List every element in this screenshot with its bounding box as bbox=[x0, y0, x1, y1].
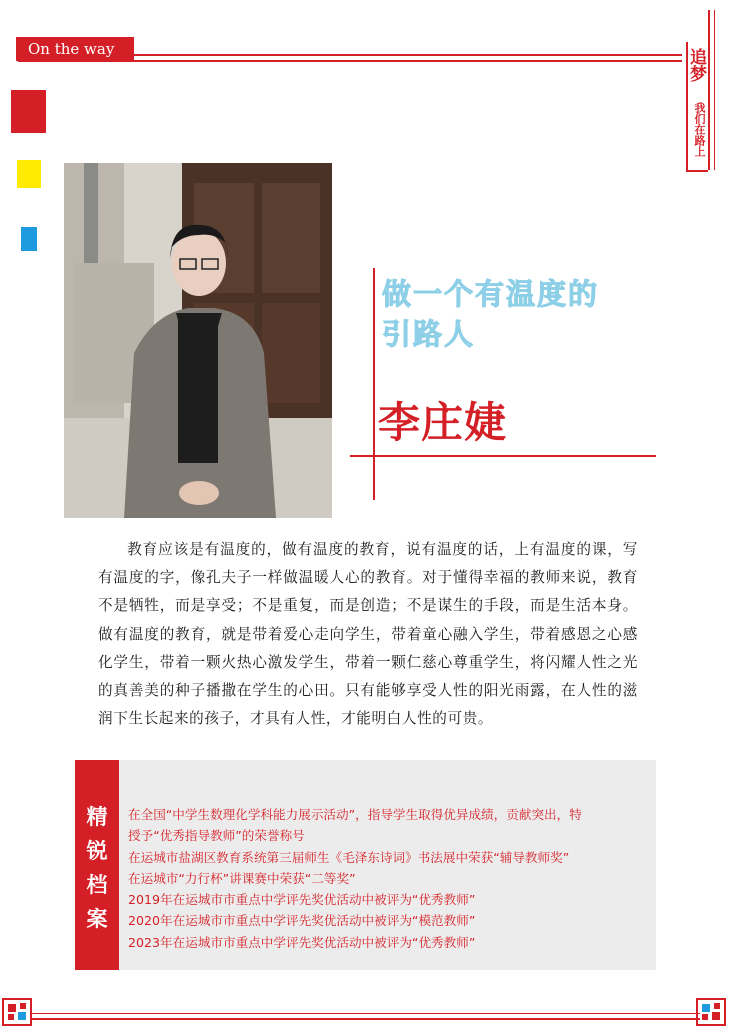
headline-line-2: 引路人 bbox=[382, 317, 476, 351]
archive-tab-char: 精 bbox=[86, 805, 108, 829]
footer-pattern-right bbox=[696, 998, 728, 1028]
archive-item: 2020年在运城市市重点中学评先奖优活动中被评为“模范教师” bbox=[128, 913, 476, 929]
title-rule-vertical bbox=[373, 268, 375, 500]
archive-item: 2023年在运城市市重点中学评先奖优活动中被评为“优秀教师” bbox=[128, 934, 476, 950]
header-rule-top bbox=[134, 54, 682, 56]
archive-item: 在运城市盐湖区教育系统第三届师生《毛泽东诗词》书法展中荣获“辅导教师奖” bbox=[128, 849, 570, 865]
archive-item: 在全国“中学生数理化学科能力展示活动”，指导学生取得优异成绩，贡献突出，特 bbox=[128, 807, 582, 822]
footer-pattern-left bbox=[2, 998, 34, 1028]
side-rule-inner bbox=[714, 10, 715, 170]
footer-rule-thin bbox=[30, 1013, 700, 1014]
portrait-photo bbox=[64, 163, 332, 518]
archive-tab-char: 档 bbox=[86, 873, 108, 897]
archive-item: 在运城市“力行杯”讲课赛中荣获“二等奖” bbox=[128, 870, 356, 886]
deco-square-yellow bbox=[17, 160, 41, 188]
side-motto-title: 追梦 bbox=[686, 48, 706, 82]
archive-item: 授予“优秀指导教师”的荣誉称号 bbox=[128, 828, 305, 844]
footer-rule-thick bbox=[30, 1018, 700, 1020]
archive-item: 2019年在运城市市重点中学评先奖优活动中被评为“优秀教师” bbox=[128, 892, 476, 908]
archive-list bbox=[128, 804, 643, 953]
deco-square-blue bbox=[21, 227, 37, 251]
archive-tab-char: 案 bbox=[86, 907, 108, 931]
archive-tab-label bbox=[75, 800, 119, 936]
title-rule-horizontal bbox=[350, 455, 656, 457]
side-rule-outer bbox=[708, 10, 710, 170]
side-motto-subtitle: 我们在路上 bbox=[693, 102, 706, 157]
header-rule-bottom bbox=[18, 60, 682, 62]
header-label: On the way bbox=[16, 37, 134, 61]
headline-line-1: 做一个有温度的 bbox=[382, 277, 600, 311]
deco-square-red bbox=[11, 90, 46, 133]
body-paragraph: 教育应该是有温度的，做有温度的教育，说有温度的话，上有温度的课，写有温度的字，像孔夫子一样做温暖人心的教育。对于懂得幸福的教师来说，教育不是牺牲，而是享受；不是重复，而是创造；不是谋生的手段，而是生活本身。做有温度的教育，就是带着爱心走向学生，带着童心融入学生，带着感恩之心感化学生，带着一颗火热心激发学生，带着一颗仁慈心尊重学生，将闪耀人性之光的真善美的种子播撒在学生的心田。只有能够享受人性的阳光雨露，在人性的滋润下生长起来的孩子，才具有人性，才能明白人性的可贵。 bbox=[98, 541, 638, 728]
archive-tab-char: 锐 bbox=[86, 839, 108, 863]
teacher-name: 李庄婕 bbox=[378, 398, 508, 447]
